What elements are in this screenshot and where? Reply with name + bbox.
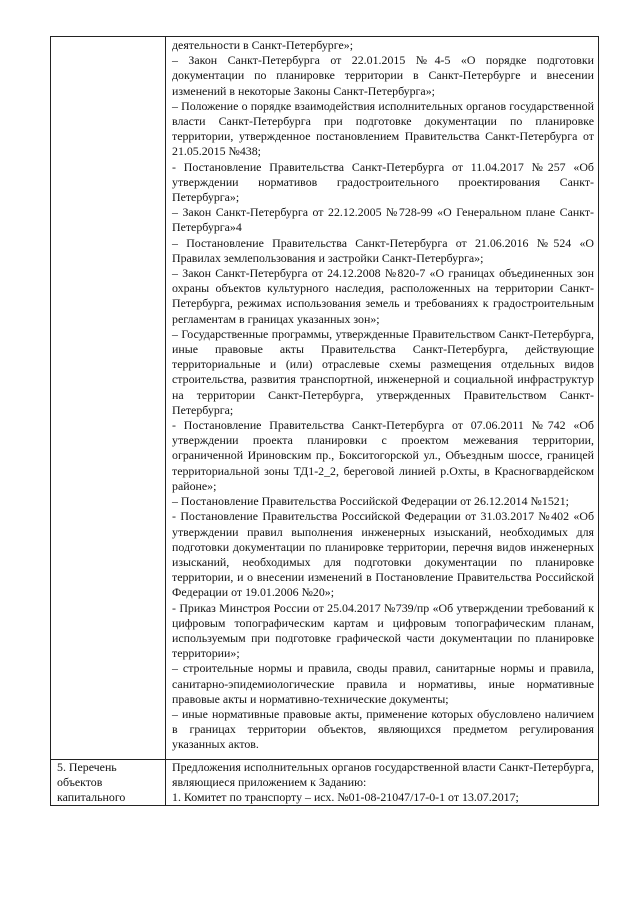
legal-reference-item: деятельности в Санкт-Петербурге»; [172, 38, 353, 52]
label-cell-empty [51, 37, 166, 760]
legal-reference-item: - Постановление Правительства Санкт-Петербурга от 11.04.2017 №257 «Об утверждении нормативов градостроительного проектирования Санкт-Петербурга»; [172, 159, 594, 205]
proposal-item: 1. Комитет по транспорту – исх. №01-08-21047/17-0-1 от 13.07.2017; [172, 789, 519, 804]
section-label-cell [51, 759, 166, 806]
assignment-table [50, 36, 599, 806]
legal-reference-item: – Закон Санкт-Петербурга от 24.12.2008 №820-7 «О границах объединенных зон охраны объектов культурного наследия, расположенных на территории Санкт-Петербурга, режимах использования земель и требованиях к градостроительным регламентам в границах указанных зон»; [172, 266, 594, 326]
table-row [51, 37, 599, 760]
content-cell [166, 37, 599, 760]
legal-reference-item: – строительные нормы и правила, своды правил, санитарные нормы и правила, санитарно-эпидемиологические правила и нормативы, иные нормативные правовые акты и нормативно-технические документы; [172, 661, 594, 706]
legal-reference-item: – Государственные программы, утвержденные Правительством Санкт-Петербурга, иные правовые акты Правительства Санкт-Петербурга, действующие территориальные и (или) отраслевые схемы размещения отдельных видов строительства, развития транспортной, инженерной и социальной инфраструктур на территории Санкт-Петербурга, утвержденных Правительством Санкт-Петербурга; [172, 326, 594, 417]
content-cell [166, 759, 599, 806]
legal-reference-item: - Приказ Минстроя России от 25.04.2017 №739/пр «Об утверждении требований к цифровым топографическим картам и цифровым топографическим планам, используемым при подготовке графической части документации по планировке территории»; [172, 600, 594, 661]
legal-reference-item: – Закон Санкт-Петербурга от 22.01.2015 №4-5 «О порядке подготовки документации по планировке территории в Санкт-Петербурге и внесении изменений в некоторые Законы Санкт-Петербурга»; [172, 53, 594, 98]
section-label-line: объектов [57, 774, 103, 789]
section-label-line: капитального [57, 789, 126, 804]
legal-reference-item: – Положение о порядке взаимодействия исполнительных органов государственной власти Санкт-Петербурга при подготовке документации по планировке территории, утвержденное постановлением Правительства Санкт-Петербурга от 21.05.2015 №438; [172, 98, 594, 159]
proposal-intro: Предложения исполнительных органов государственной власти Санкт-Петербурга, являющиеся приложением к Заданию: [172, 759, 594, 789]
legal-reference-item: – Постановление Правительства Российской Федерации от 26.12.2014 №1521; [172, 494, 569, 509]
legal-reference-item: – иные нормативные правовые акты, применение которых обусловлено наличием в границах территории объектов, являющихся предметом регулирования указанных актов. [172, 706, 594, 752]
legal-reference-item: - Постановление Правительства Российской Федерации от 31.03.2017 №402 «Об утверждении правил выполнения инженерных изысканий, необходимых для подготовки документации по планировке территории, перечня видов инженерных изысканий, необходимых для подготовки документации по планировке территории, и о внесении изменений в Постановление Правительства Российской Федерации от 19.01.2006 №20»; [172, 509, 594, 600]
table-row [51, 759, 599, 806]
legal-reference-item: – Постановление Правительства Санкт-Петербурга от 21.06.2016 №524 «О Правилах землепользования и застройки Санкт-Петербурга»; [172, 235, 594, 265]
legal-reference-item: - Постановление Правительства Санкт-Петербурга от 07.06.2011 №742 «Об утверждении проекта планировки с проектом межевания территории, ограниченной Ириновским пр., Бокситогорской ул., Объездным шоссе, границей территориальной зоны ТД1-2_2, береговой линией р.Охты, в Красногвардейском районе»; [172, 418, 594, 493]
legal-reference-item: – Закон Санкт-Петербурга от 22.12.2005 №728-99 «О Генеральном плане Санкт-Петербурга»4 [172, 205, 594, 235]
section-label-line: 5. Перечень [57, 759, 117, 774]
